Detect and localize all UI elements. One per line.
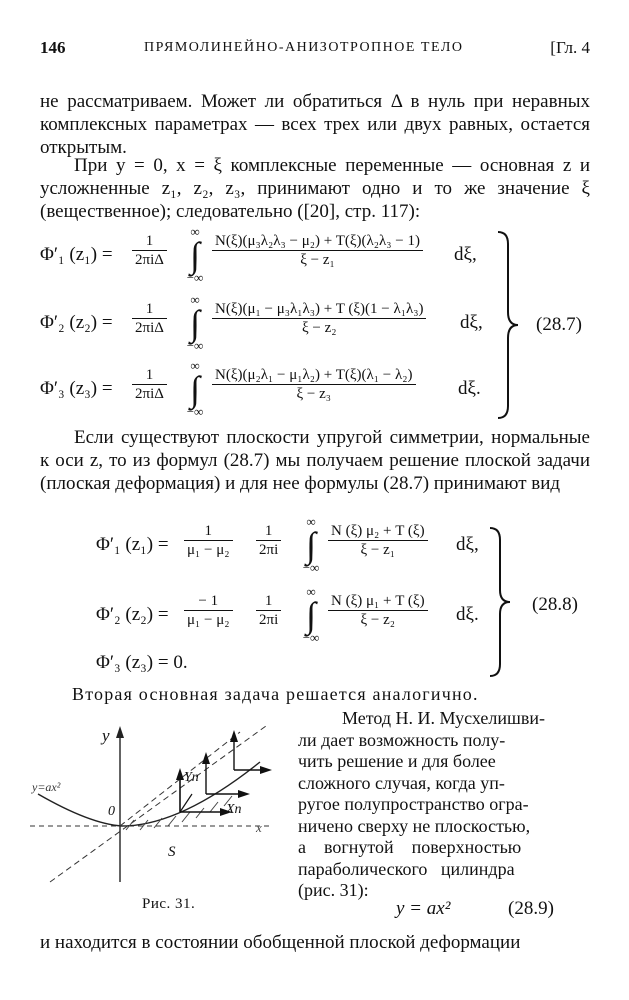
eq288-row2-coef2: $\frac{1}{2\pi i}$ <box>256 592 281 629</box>
equation-28-7 <box>0 226 629 422</box>
paragraph-3-text: Если существуют плоскости упругой симметрии, нормальные к оси z, то из формул (28.7) мы получаем решение плоской задачи (плоская деформация) и для нее формулы (28.7) принимают вид <box>40 427 590 494</box>
eq287-row1-tail: dξ, <box>454 244 477 265</box>
eq287-row3-fraction: $\frac{\text{N(ξ)(μ₂λ₁ − μ₁λ₂) + T(ξ)(λ₁ − λ₂)}}{\text{ξ − z₃}}$ <box>212 366 416 403</box>
figure-31-caption: Рис. 31. <box>142 896 196 912</box>
fig-label-s: S <box>168 844 176 860</box>
eq288-row1-fraction: $\frac{\text{N (ξ) μ₂ + T (ξ)}}{\text{ξ − z₁}}$ <box>328 522 428 559</box>
running-header <box>40 38 590 62</box>
paragraph-2 <box>40 154 590 223</box>
fig-label-xn: Xn <box>226 802 242 817</box>
paragraph-2-text: При y = 0, x = ξ комплексные переменные — основная z и усложненные z₁, z₂, z₃, принимают одно и то же значение ξ (вещественное); следовательно ([20], стр. 117): <box>40 155 590 222</box>
eq289-formula: y = ax² <box>396 898 451 919</box>
paragraph-4: Вторая основная задача решается аналогично. <box>72 684 479 704</box>
p5-line-8: параболического цилиндра <box>298 858 515 879</box>
p5-line-6: ничено сверху не плоскостью, <box>298 815 531 836</box>
page-number: 146 <box>40 38 66 57</box>
fig-label-curve: y=ax² <box>32 780 61 794</box>
eq288-row3: Φ′₃ (z₃) = 0. <box>96 652 188 673</box>
eq287-row1-integral: ∞ ∫ −∞ <box>186 224 204 285</box>
fig-label-yn: Yn <box>184 770 199 785</box>
paragraph-5 <box>298 708 592 902</box>
eq288-row1-lhs: Φ′₁ (z₁) = <box>96 534 169 555</box>
p5-line-9: (рис. 31): <box>298 880 369 900</box>
eq287-row3-lhs: Φ′₃ (z₃) = <box>40 378 113 399</box>
fig-label-x: x <box>256 820 262 835</box>
equation-28-8 <box>0 512 629 680</box>
eq287-brace <box>494 230 520 420</box>
eq287-row3-coef: $\frac{1}{\text{2πiΔ}}$ <box>132 366 167 403</box>
figure-31 <box>30 722 292 892</box>
eq288-row2-integral: ∞ ∫ −∞ <box>302 584 320 645</box>
eq289-number: (28.9) <box>508 898 554 919</box>
p5-line-3: чить решение и для более <box>298 751 496 771</box>
eq287-row2-tail: dξ, <box>460 312 483 333</box>
paragraph-3 <box>40 426 590 495</box>
paragraph-6: и находится в состоянии обобщенной плоской деформации <box>40 932 521 953</box>
paragraph-1 <box>40 90 590 159</box>
eq288-row2-lhs: Φ′₂ (z₂) = <box>96 604 169 625</box>
p5-line-4: сложного случая, когда уп- <box>298 772 505 793</box>
eq288-row1-tail: dξ, <box>456 534 479 555</box>
eq287-row2-lhs: Φ′₂ (z₂) = <box>40 312 113 333</box>
eq288-row2-tail: dξ. <box>456 604 479 625</box>
eq288-row1-integral: ∞ ∫ −∞ <box>302 514 320 575</box>
figure-31-drawing <box>30 722 292 892</box>
eq287-row1-lhs: Φ′₁ (z₁) = <box>40 244 113 265</box>
eq287-row2-fraction: $\frac{\text{N(ξ)(μ₁ − μ₃λ₁λ₃) + T (ξ)(1 − λ₁λ₃)}}{\text{ξ − z₂}}$ <box>212 300 426 337</box>
eq288-row2-coef1: $\frac{- 1}{\text{μ₁ − μ₂}}$ <box>184 592 233 629</box>
eq287-row2-integral: ∞ ∫ −∞ <box>186 292 204 353</box>
eq287-number: (28.7) <box>536 314 582 335</box>
paragraph-1-text: не рассматриваем. Может ли обратиться Δ в нуль при неравных комплексных параметрах — всех трех или двух равных, остается открытым. <box>40 91 590 158</box>
eq288-row2-fraction: $\frac{\text{N (ξ) μ₁ + T (ξ)}}{\text{ξ − z₂}}$ <box>328 592 428 629</box>
eq288-row1-coef2: $\frac{1}{2\pi i}$ <box>256 522 281 559</box>
p5-line-5: ругое полупространство огра- <box>298 794 529 814</box>
fig-label-origin: 0 <box>108 804 115 819</box>
eq287-row1-coef: $\frac{1}{\text{2πiΔ}}$ <box>132 232 167 269</box>
eq287-row2-coef: $\frac{1}{\text{2πiΔ}}$ <box>132 300 167 337</box>
p5-line-7: а вогнутой поверхностью <box>298 837 522 857</box>
eq288-number: (28.8) <box>532 594 578 615</box>
eq287-row1-fraction: $\frac{\text{N(ξ)(μ₃λ₂λ₃ − μ₂) + T(ξ)(λ₂λ₃ − 1)}}{\text{ξ − z₁}}$ <box>212 232 423 269</box>
eq287-row3-integral: ∞ ∫ −∞ <box>186 358 204 419</box>
eq288-brace <box>486 526 512 678</box>
eq288-row1-coef1: $\frac{1}{\text{μ₁ − μ₂}}$ <box>184 522 233 559</box>
running-title: ПРЯМОЛИНЕЙНО-АНИЗОТРОПНОЕ ТЕЛО <box>144 40 464 55</box>
p5-line-2: ли дает возможность полу- <box>298 729 506 750</box>
fig-label-y: y <box>102 726 110 745</box>
eq287-row3-tail: dξ. <box>458 378 481 399</box>
chapter-label: [Гл. 4 <box>550 38 590 57</box>
p5-line-1: Метод Н. И. Мусхелишви- <box>342 708 545 728</box>
